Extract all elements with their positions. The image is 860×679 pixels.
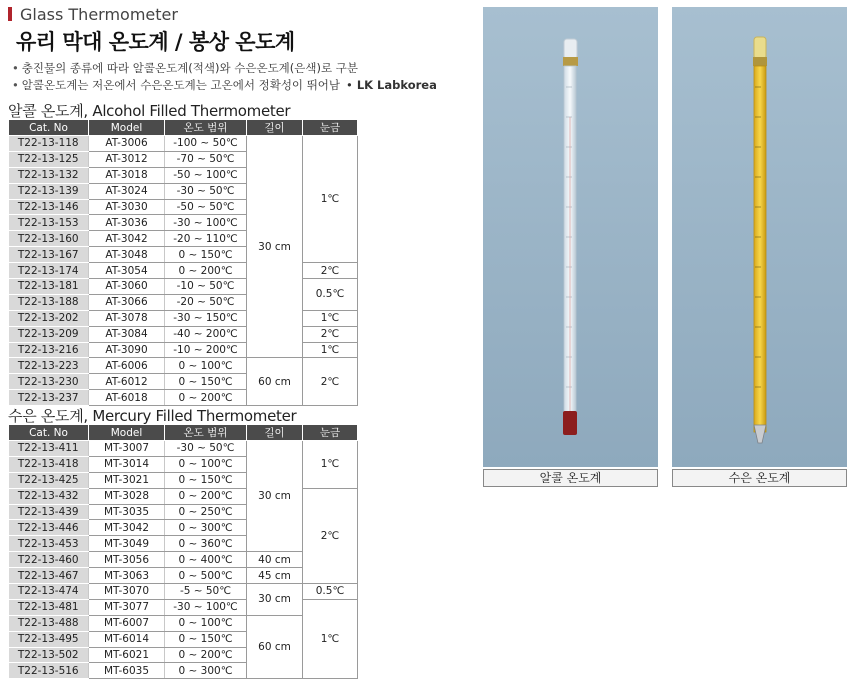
mercury-photo-caption: 수은 온도계 [672,469,847,487]
cat-no-cell: T22-13-488 [9,615,89,631]
temp-range-cell: -50 ~ 100℃ [165,167,247,183]
model-cell: AT-3054 [89,263,165,279]
temp-range-cell: 0 ~ 150℃ [165,631,247,647]
col-header-cat: Cat. No [9,120,89,136]
division-cell: 1℃ [303,136,358,263]
division-cell: 1℃ [303,599,358,678]
model-cell: AT-6018 [89,390,165,406]
accent-bar [8,7,12,21]
table-row [9,584,358,600]
model-cell: AT-3090 [89,342,165,358]
temp-range-cell: 0 ~ 200℃ [165,263,247,279]
temp-range-cell: 0 ~ 300℃ [165,520,247,536]
division-cell: 2℃ [303,358,358,406]
division-cell: 2℃ [303,326,358,342]
model-cell: MT-3007 [89,441,165,457]
model-cell: MT-3042 [89,520,165,536]
alcohol-spec-table [8,119,358,406]
division-cell: 0.5℃ [303,584,358,600]
division-cell: 2℃ [303,263,358,279]
temp-range-cell: 0 ~ 200℃ [165,390,247,406]
cat-no-cell: T22-13-174 [9,263,89,279]
mercury-section-title: 수은 온도계, Mercury Filled Thermometer [8,407,297,425]
bullet-dot-icon: • [12,61,19,75]
length-cell: 30 cm [247,441,303,552]
division-cell: 1℃ [303,342,358,358]
temp-range-cell: 0 ~ 500℃ [165,568,247,584]
cat-no-cell: T22-13-181 [9,279,89,295]
table-row [9,358,358,374]
temp-range-cell: 0 ~ 100℃ [165,615,247,631]
cat-no-cell: T22-13-167 [9,247,89,263]
cat-no-cell: T22-13-432 [9,488,89,504]
temp-range-cell: -30 ~ 100℃ [165,599,247,615]
temp-range-cell: -50 ~ 50℃ [165,199,247,215]
cat-no-cell: T22-13-146 [9,199,89,215]
division-cell: 1℃ [303,441,358,489]
table-header-row [9,120,358,136]
table-header-row [9,425,358,441]
temp-range-cell: 0 ~ 400℃ [165,552,247,568]
division-cell: 2℃ [303,488,358,583]
model-cell: AT-6006 [89,358,165,374]
temp-range-cell: -70 ~ 50℃ [165,151,247,167]
cat-no-cell: T22-13-223 [9,358,89,374]
page-title: 유리 막대 온도계 / 봉상 온도계 [16,30,295,54]
table-row [9,441,358,457]
temp-range-cell: -10 ~ 200℃ [165,342,247,358]
cat-no-cell: T22-13-139 [9,183,89,199]
model-cell: MT-3063 [89,568,165,584]
cat-no-cell: T22-13-460 [9,552,89,568]
col-header-model: Model [89,425,165,441]
temp-range-cell: -10 ~ 50℃ [165,279,247,295]
model-cell: MT-6014 [89,631,165,647]
cat-no-cell: T22-13-209 [9,326,89,342]
model-cell: AT-3048 [89,247,165,263]
table-row [9,263,358,279]
alcohol-photo-caption: 알콜 온도계 [483,469,658,487]
col-header-division: 눈금 [303,425,358,441]
bullet-item: • 알콜온도계는 저온에서 수은온도계는 고온에서 정확성이 뛰어남 • LK Labkorea [12,78,437,92]
bullet-dot-icon: • [12,78,19,92]
cat-no-cell: T22-13-474 [9,584,89,600]
model-cell: AT-3018 [89,167,165,183]
model-cell: MT-3049 [89,536,165,552]
length-cell: 30 cm [247,136,303,358]
table-row [9,136,358,152]
length-cell: 30 cm [247,584,303,616]
model-cell: AT-3006 [89,136,165,152]
model-cell: MT-3021 [89,472,165,488]
division-cell: 1℃ [303,310,358,326]
model-cell: MT-3028 [89,488,165,504]
cat-no-cell: T22-13-502 [9,647,89,663]
table-row [9,326,358,342]
temp-range-cell: 0 ~ 360℃ [165,536,247,552]
cat-no-cell: T22-13-411 [9,441,89,457]
col-header-cat: Cat. No [9,425,89,441]
col-header-range: 온도 범위 [165,120,247,136]
model-cell: MT-3077 [89,599,165,615]
model-cell: AT-3024 [89,183,165,199]
model-cell: MT-3070 [89,584,165,600]
cat-no-cell: T22-13-516 [9,663,89,679]
col-header-length: 길이 [247,425,303,441]
cat-no-cell: T22-13-230 [9,374,89,390]
col-header-model: Model [89,120,165,136]
length-cell: 60 cm [247,358,303,406]
cat-no-cell: T22-13-481 [9,599,89,615]
alcohol-thermometer-photo [483,7,658,467]
temp-range-cell: 0 ~ 200℃ [165,488,247,504]
temp-range-cell: 0 ~ 300℃ [165,663,247,679]
temp-range-cell: -30 ~ 50℃ [165,441,247,457]
table-row [9,488,358,504]
cat-no-cell: T22-13-125 [9,151,89,167]
bullet-list [12,60,468,94]
cat-no-cell: T22-13-188 [9,294,89,310]
length-cell: 40 cm [247,552,303,568]
col-header-range: 온도 범위 [165,425,247,441]
length-cell: 60 cm [247,615,303,679]
cat-no-cell: T22-13-439 [9,504,89,520]
model-cell: MT-3035 [89,504,165,520]
alcohol-thermometer-image [483,7,658,467]
table-row [9,310,358,326]
temp-range-cell: -30 ~ 50℃ [165,183,247,199]
temp-range-cell: 0 ~ 150℃ [165,472,247,488]
subtitle: Glass Thermometer [20,4,178,24]
temp-range-cell: 0 ~ 100℃ [165,456,247,472]
model-cell: AT-3066 [89,294,165,310]
table-row [9,279,358,295]
cat-no-cell: T22-13-153 [9,215,89,231]
temp-range-cell: -30 ~ 100℃ [165,215,247,231]
cat-no-cell: T22-13-425 [9,472,89,488]
cat-no-cell: T22-13-467 [9,568,89,584]
col-header-division: 눈금 [303,120,358,136]
cat-no-cell: T22-13-495 [9,631,89,647]
model-cell: AT-3078 [89,310,165,326]
subtitle-row [8,4,468,24]
temp-range-cell: -20 ~ 50℃ [165,294,247,310]
model-cell: AT-3084 [89,326,165,342]
temp-range-cell: -30 ~ 150℃ [165,310,247,326]
model-cell: AT-6012 [89,374,165,390]
mercury-thermometer-image [672,7,847,467]
model-cell: MT-6007 [89,615,165,631]
cat-no-cell: T22-13-216 [9,342,89,358]
temp-range-cell: 0 ~ 100℃ [165,358,247,374]
model-cell: MT-6035 [89,663,165,679]
model-cell: MT-6021 [89,647,165,663]
model-cell: MT-3056 [89,552,165,568]
division-cell: 0.5℃ [303,279,358,311]
cat-no-cell: T22-13-453 [9,536,89,552]
cat-no-cell: T22-13-418 [9,456,89,472]
brand-name: LK Labkorea [356,78,437,92]
table-row [9,342,358,358]
alcohol-section-title: 알콜 온도계, Alcohol Filled Thermometer [8,102,291,120]
length-cell: 45 cm [247,568,303,584]
temp-range-cell: 0 ~ 150℃ [165,374,247,390]
col-header-length: 길이 [247,120,303,136]
mercury-spec-table [8,424,358,679]
model-cell: AT-3042 [89,231,165,247]
brand-dot-icon: • [346,78,353,92]
cat-no-cell: T22-13-202 [9,310,89,326]
mercury-thermometer-photo [672,7,847,467]
temp-range-cell: -20 ~ 110℃ [165,231,247,247]
temp-range-cell: 0 ~ 200℃ [165,647,247,663]
model-cell: AT-3060 [89,279,165,295]
temp-range-cell: -100 ~ 50℃ [165,136,247,152]
cat-no-cell: T22-13-132 [9,167,89,183]
temp-range-cell: -5 ~ 50℃ [165,584,247,600]
cat-no-cell: T22-13-118 [9,136,89,152]
model-cell: AT-3030 [89,199,165,215]
temp-range-cell: 0 ~ 250℃ [165,504,247,520]
cat-no-cell: T22-13-160 [9,231,89,247]
model-cell: AT-3012 [89,151,165,167]
model-cell: AT-3036 [89,215,165,231]
bullet-item: • 충진물의 종류에 따라 알콜온도계(적색)와 수은온도계(은색)로 구분 [12,61,358,75]
cat-no-cell: T22-13-446 [9,520,89,536]
temp-range-cell: 0 ~ 150℃ [165,247,247,263]
model-cell: MT-3014 [89,456,165,472]
cat-no-cell: T22-13-237 [9,390,89,406]
temp-range-cell: -40 ~ 200℃ [165,326,247,342]
header [8,4,468,94]
table-row [9,599,358,615]
